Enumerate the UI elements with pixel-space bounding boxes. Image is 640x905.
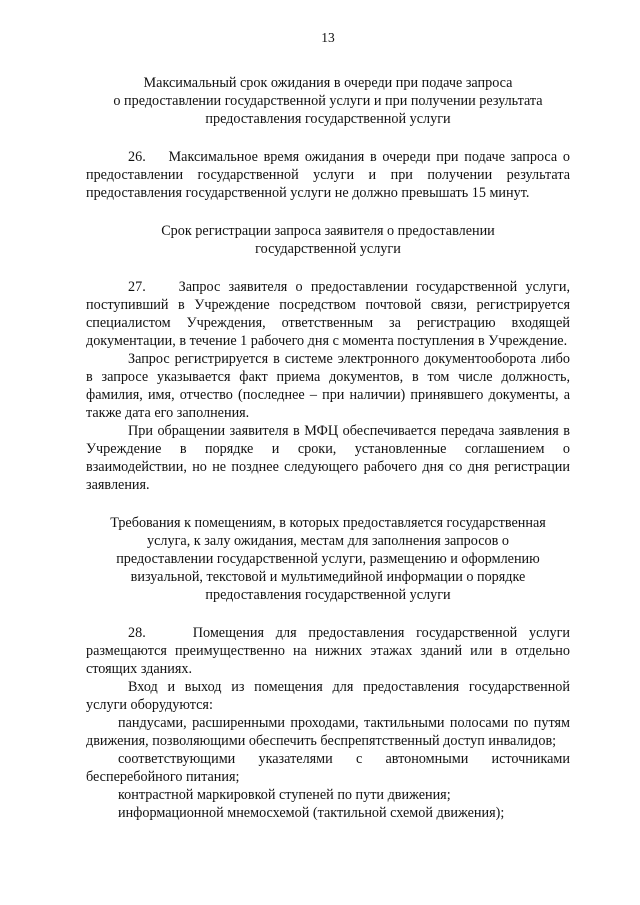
- section-heading-registration: [86, 222, 570, 258]
- paragraph-26: 26. Максимальное время ожидания в очереди при подаче запроса о предоставлении государственной услуги и при получении результата предоставления государственной услуги не должно превышать 15 минут.: [86, 149, 570, 201]
- paragraph-28: 28. Помещения для предоставления государственной услуги размещаются преимущественно на нижних этажах зданий или в отдельно стоящих зданиях.: [86, 625, 570, 677]
- list-item: соответствующими указателями с автономными источниками бесперебойного питания;: [86, 751, 570, 785]
- heading-line: о предоставлении государственной услуги и при получении результата: [113, 93, 543, 109]
- heading-line: предоставлении государственной услуги, размещению и оформлению: [116, 551, 540, 567]
- paragraph-27-mfc: При обращении заявителя в МФЦ обеспечивается передача заявления в Учреждение в порядке и сроки, установленные соглашением о взаимодействии, но не позднее следующего рабочего дня со дня регистрации заявления.: [86, 423, 570, 493]
- heading-line: предоставления государственной услуги: [205, 587, 451, 603]
- heading-line: Максимальный срок ожидания в очереди при подаче запроса: [143, 75, 513, 91]
- heading-line: Срок регистрации запроса заявителя о предоставлении: [161, 223, 495, 239]
- heading-line: визуальной, текстовой и мультимедийной информации о порядке: [130, 569, 526, 585]
- heading-line: государственной услуги: [255, 241, 401, 257]
- section-heading-premises: [86, 514, 570, 604]
- paragraph-27: 27. Запрос заявителя о предоставлении государственной услуги, поступивший в Учреждение посредством почтовой связи, регистрируется специалистом Учреждения, ответственным за регистрацию входящей документации, в течение 1 рабочего дня с момента поступления в Учреждение.: [86, 279, 570, 349]
- list-item: пандусами, расширенными проходами, тактильными полосами по путям движения, позволяющими обеспечить беспрепятственный доступ инвалидов;: [86, 715, 570, 749]
- section-heading-waiting-time: [86, 74, 570, 128]
- paragraph-27-registration: Запрос регистрируется в системе электронного документооборота либо в запросе указывается факт приема документов, в том числе должность, фамилия, имя, отчество (последнее – при наличии) принявшего документы, а также дата его заполнения.: [86, 351, 570, 421]
- heading-line: услуга, к залу ожидания, местам для заполнения запросов о: [147, 533, 509, 549]
- heading-line: предоставления государственной услуги: [205, 111, 451, 127]
- page-number: 13: [321, 30, 335, 45]
- list-item: информационной мнемосхемой (тактильной схемой движения);: [118, 805, 505, 821]
- heading-line: Требования к помещениям, в которых предоставляется государственная: [110, 515, 546, 531]
- paragraph-28-entrance: Вход и выход из помещения для предоставления государственной услуги оборудуются:: [86, 679, 570, 713]
- list-item: контрастной маркировкой ступеней по пути движения;: [118, 787, 451, 803]
